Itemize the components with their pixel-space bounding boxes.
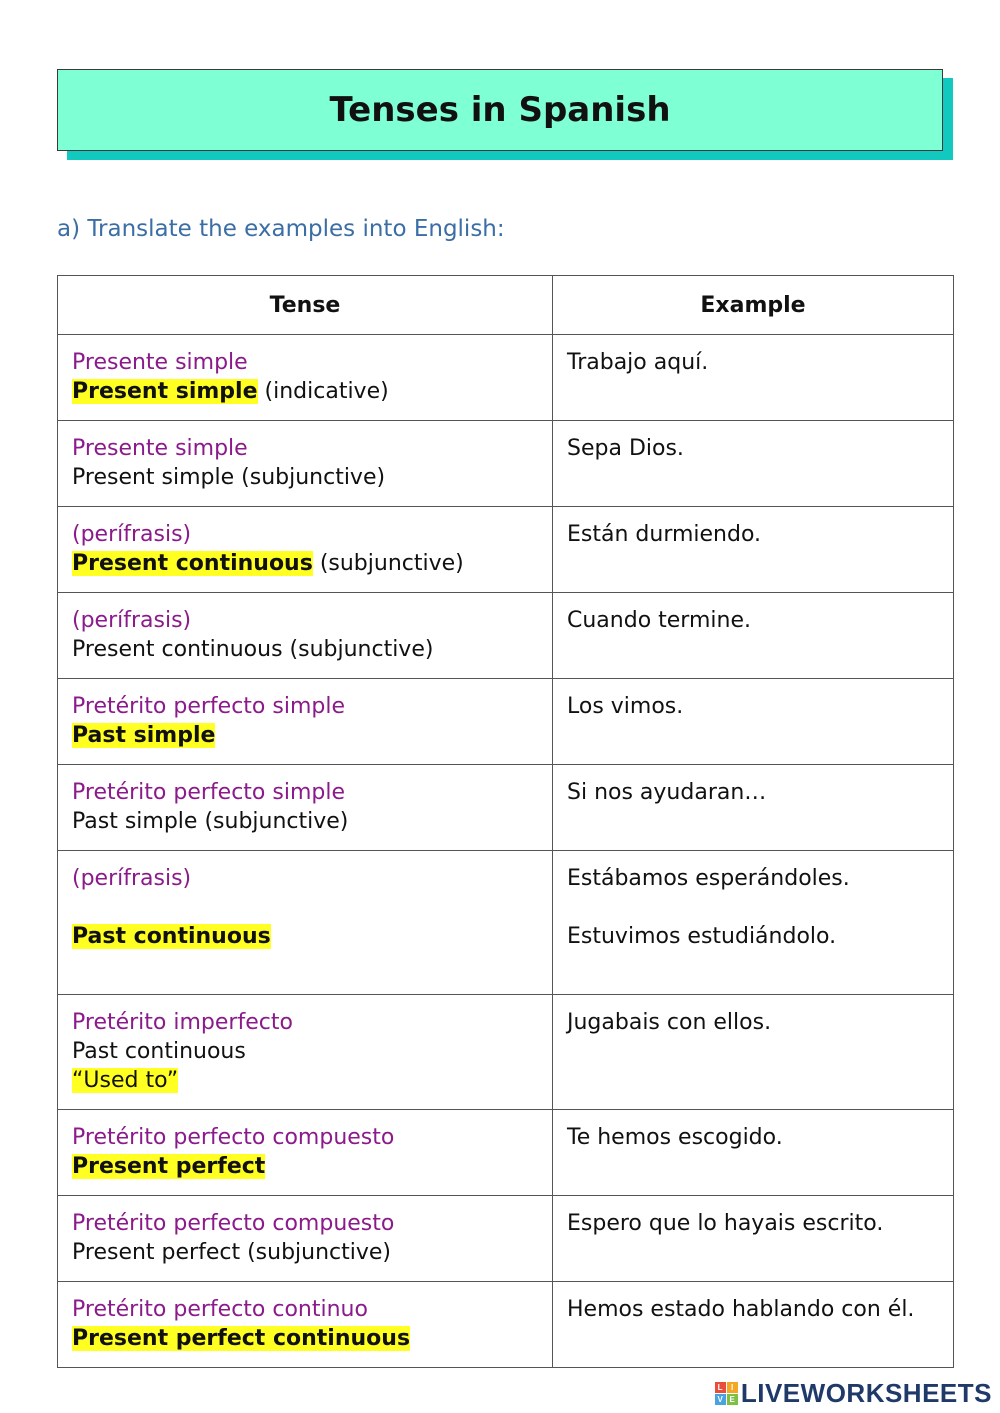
tense-cell — [58, 765, 553, 851]
example-text: Están durmiendo. — [567, 522, 762, 547]
spanish-tense: Pretérito perfecto continuo — [72, 1297, 368, 1322]
logo-letter: I — [727, 1382, 738, 1393]
tense-qualifier: (subjunctive) — [312, 551, 464, 576]
english-tense: Past simple (subjunctive) — [72, 809, 349, 834]
tense-cell — [58, 1196, 553, 1282]
english-tense: Past continuous — [72, 1039, 246, 1064]
spanish-tense: Presente simple — [72, 350, 248, 375]
tense-qualifier: (indicative) — [257, 379, 389, 404]
tense-cell — [58, 507, 553, 593]
example-cell[interactable] — [553, 593, 954, 679]
example-text: Los vimos. — [567, 694, 684, 719]
table-row — [58, 507, 954, 593]
example-text: Sepa Dios. — [567, 436, 684, 461]
spanish-tense: (perífrasis) — [72, 608, 192, 633]
tense-cell — [58, 995, 553, 1110]
tense-cell — [58, 851, 553, 995]
line-gap — [567, 893, 939, 922]
example-text: Hemos estado hablando con él. — [567, 1297, 915, 1322]
header-example: Example — [553, 276, 954, 335]
spanish-tense: Pretérito perfecto compuesto — [72, 1211, 395, 1236]
english-tense — [72, 1152, 538, 1181]
spanish-tense: Pretérito perfecto simple — [72, 780, 345, 805]
english-tense — [72, 721, 538, 750]
highlighted-tense: Present simple — [72, 379, 258, 404]
spanish-tense: Pretérito perfecto simple — [72, 694, 345, 719]
tense-cell — [58, 335, 553, 421]
table-row — [58, 995, 954, 1110]
table-header-row — [58, 276, 954, 335]
example-cell[interactable] — [553, 679, 954, 765]
spanish-tense: Presente simple — [72, 436, 248, 461]
spanish-tense: Pretérito perfecto compuesto — [72, 1125, 395, 1150]
logo-mark-icon — [715, 1382, 738, 1405]
table-row — [58, 421, 954, 507]
table-row — [58, 593, 954, 679]
english-tense — [72, 922, 538, 951]
example-cell[interactable] — [553, 851, 954, 995]
highlighted-tense: Past continuous — [72, 924, 271, 949]
tenses-table — [57, 275, 954, 1368]
highlighted-tense: Past simple — [72, 723, 216, 748]
example-text: Trabajo aquí. — [567, 350, 709, 375]
example-cell[interactable] — [553, 1110, 954, 1196]
logo-letter: L — [715, 1382, 726, 1393]
logo-letter: E — [727, 1394, 738, 1405]
example-text: Cuando termine. — [567, 608, 751, 633]
table-row — [58, 765, 954, 851]
header-tense: Tense — [58, 276, 553, 335]
english-tense — [72, 549, 538, 578]
table-row — [58, 1196, 954, 1282]
tense-cell — [58, 421, 553, 507]
table-row — [58, 335, 954, 421]
highlighted-tense: Present continuous — [72, 551, 313, 576]
english-tense: Present simple (subjunctive) — [72, 465, 386, 490]
english-tense: Present perfect (subjunctive) — [72, 1240, 391, 1265]
example-cell[interactable] — [553, 765, 954, 851]
highlighted-tense: Present perfect continuous — [72, 1326, 411, 1351]
instruction-text: a) Translate the examples into English: — [57, 216, 505, 242]
spanish-tense: Pretérito imperfecto — [72, 1010, 293, 1035]
table-row — [58, 1282, 954, 1368]
example-text-2: Estuvimos estudiándolo. — [567, 924, 837, 949]
english-usage — [72, 1066, 538, 1095]
line-gap — [72, 893, 538, 922]
example-cell[interactable] — [553, 995, 954, 1110]
page-title: Tenses in Spanish — [57, 69, 943, 151]
example-cell[interactable] — [553, 507, 954, 593]
english-tense — [72, 377, 538, 406]
example-text: Estábamos esperándoles. — [567, 866, 850, 891]
english-tense: Present continuous (subjunctive) — [72, 637, 434, 662]
example-text: Te hemos escogido. — [567, 1125, 783, 1150]
spanish-tense: (perífrasis) — [72, 522, 192, 547]
tense-cell — [58, 679, 553, 765]
example-cell[interactable] — [553, 335, 954, 421]
highlighted-usage: “Used to” — [72, 1068, 179, 1093]
table-row — [58, 1110, 954, 1196]
logo-text: LIVEWORKSHEETS — [740, 1378, 992, 1408]
example-cell[interactable] — [553, 421, 954, 507]
tense-cell — [58, 1110, 553, 1196]
spanish-tense: (perífrasis) — [72, 866, 192, 891]
title-banner — [57, 69, 943, 151]
example-text: Jugabais con ellos. — [567, 1010, 772, 1035]
liveworksheets-logo[interactable] — [715, 1378, 992, 1409]
logo-letter: V — [715, 1394, 726, 1405]
table-row — [58, 679, 954, 765]
tense-cell — [58, 593, 553, 679]
tense-cell — [58, 1282, 553, 1368]
table-row — [58, 851, 954, 995]
english-tense — [72, 1324, 538, 1353]
highlighted-tense: Present perfect — [72, 1154, 266, 1179]
example-text: Espero que lo hayais escrito. — [567, 1211, 884, 1236]
example-cell[interactable] — [553, 1282, 954, 1368]
example-text: Si nos ayudaran… — [567, 780, 767, 805]
example-cell[interactable] — [553, 1196, 954, 1282]
